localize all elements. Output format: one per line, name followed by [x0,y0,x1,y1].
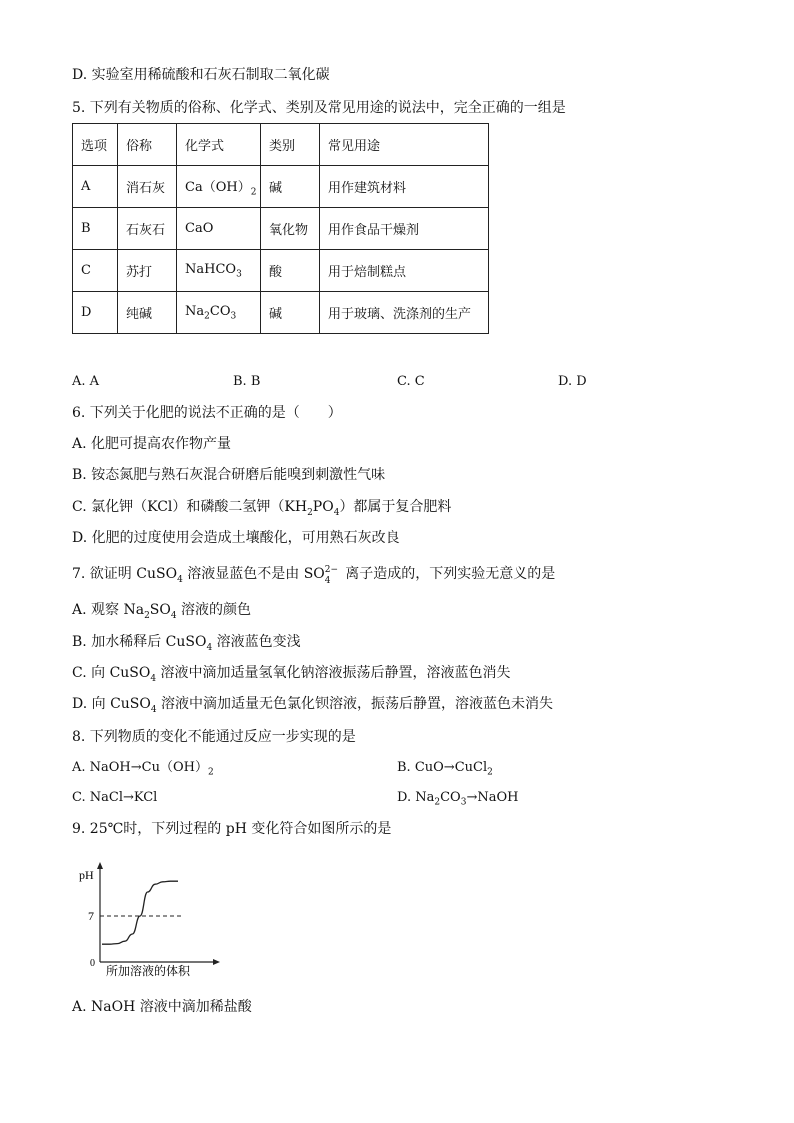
q7-option-a: A. 观察 $Na_2SO_4$ 溶液的颜色 [72,602,252,621]
q5-table [72,123,489,334]
origin-label: 0 [90,958,95,969]
q8-option-c: C. NaCl→KCl [72,790,158,805]
header-cell: 选项 [73,124,118,166]
q7-option-c: C. 向 CuSO$_4$ 溶液中滴加适量氢氧化钠溶液振荡后静置，溶液蓝色消失 [72,665,511,684]
usage-cell: 用作食品干燥剂 [320,208,489,250]
q8-option-a: A. $NaOH\to Cu(OH)_2$ [72,760,214,778]
q6-option-b: B. 铵态氮肥与熟石灰混合研磨后能嗅到刺激性气味 [72,467,386,483]
sulfate-ion-charge: 2− 4 [324,565,339,586]
q8-option-d: D. $Na_2CO_3\to NaOH$ [397,790,519,808]
x-axis-arrow [213,959,220,965]
question-5-stem: 5. 下列有关物质的俗称、化学式、类别及常见用途的说法中，完全正确的一组是 [72,100,566,116]
q6-option-c: C. 氯化钾（KCl）和磷酸二氢钾$(KH_2PO_4)$都属于复合肥料 [72,499,452,518]
question-6-stem: 6. 下列关于化肥的说法不正确的是（ ） [72,405,342,421]
question-7-stem: 7. 欲证明 CuSO$_4$ 溶液显蓝色不是由 SO 2− 4 离子造成的，下列实验无意义的是 [72,565,556,586]
usage-cell: 用作建筑材料 [320,166,489,208]
formula-cell: $Ca(OH)_2$ [177,166,261,208]
category-cell: 碱 [261,166,320,208]
table-row [73,250,489,292]
common-name-cell: 消石灰 [118,166,177,208]
q8-option-b: B. CuO→CuCl$_2$ [397,760,493,778]
usage-cell: 用于焙制糕点 [320,250,489,292]
usage-cell: 用于玻璃、洗涤剂的生产 [320,292,489,334]
ph-curve-line [102,881,178,944]
formula-cell: NaHCO$_3$ [177,250,261,292]
category-cell: 碱 [261,292,320,334]
q5-option-d[interactable]: D. D [558,374,587,389]
common-name-cell: 纯碱 [118,292,177,334]
option-cell: A [73,166,118,208]
q7-option-d: D. 向 CuSO$_4$ 溶液中滴加适量无色氯化钡溶液，振荡后静置，溶液蓝色未消失 [72,696,554,715]
common-name-cell: 苏打 [118,250,177,292]
q5-option-c[interactable]: C. C [397,374,425,389]
q4-option-d: D. 实验室用稀硫酸和石灰石制取二氧化碳 [72,67,330,83]
category-cell: 酸 [261,250,320,292]
q9-option-a: A. NaOH 溶液中滴加稀盐酸 [72,999,252,1015]
header-cell: 化学式 [177,124,261,166]
y-axis-arrow [97,862,103,869]
common-name-cell: 石灰石 [118,208,177,250]
q7-option-b: B. 加水稀释后 CuSO$_4$ 溶液蓝色变浅 [72,634,301,653]
table-row [73,292,489,334]
question-9-stem: 9. 25℃时，下列过程的 pH 变化符合如图所示的是 [72,821,392,837]
y-axis-label: pH [79,868,94,882]
ph7-tick-label: 7 [88,909,94,923]
option-cell: B [73,208,118,250]
table-header-row [73,124,489,166]
table-row [73,208,489,250]
q5-option-a[interactable]: A. A [72,374,100,389]
q5-option-b[interactable]: B. B [233,374,261,389]
category-cell: 氧化物 [261,208,320,250]
header-cell: 俗称 [118,124,177,166]
ph-curve-chart [74,862,224,980]
formula-cell: CaO [177,208,261,250]
x-axis-label: 所加溶液的体积 [106,964,191,978]
q6-option-a: A. 化肥可提高农作物产量 [72,436,232,452]
header-cell: 类别 [261,124,320,166]
option-cell: C [73,250,118,292]
option-cell: D [73,292,118,334]
q6-option-d: D. 化肥的过度使用会造成土壤酸化，可用熟石灰改良 [72,530,400,546]
header-cell: 常见用途 [320,124,489,166]
formula-cell: $Na_2CO_3$ [177,292,261,334]
table-row [73,166,489,208]
question-8-stem: 8. 下列物质的变化不能通过反应一步实现的是 [72,729,356,745]
